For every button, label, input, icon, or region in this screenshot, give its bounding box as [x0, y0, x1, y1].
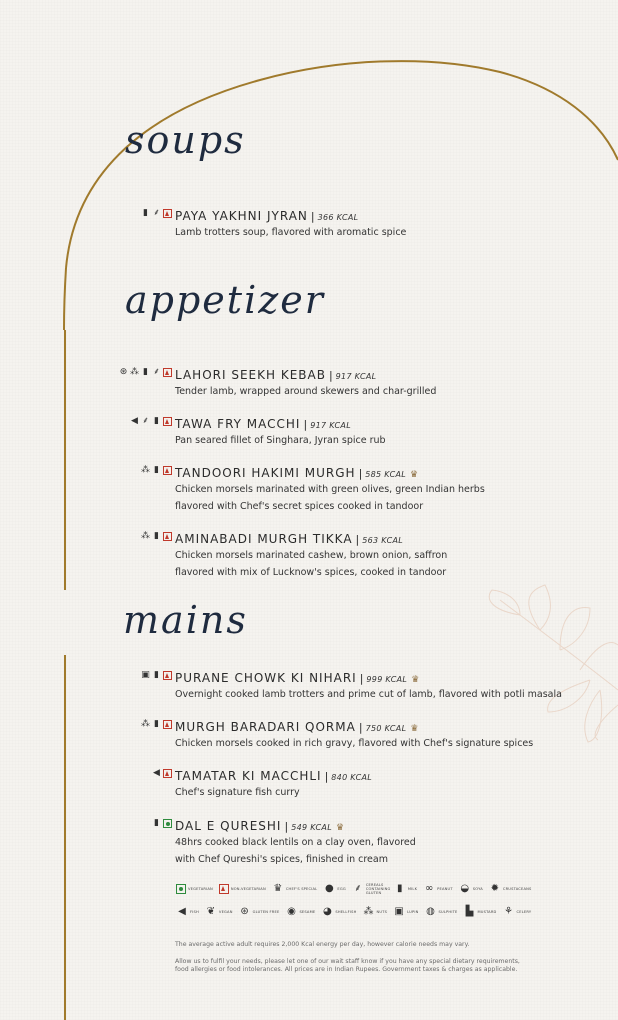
sesame-icon: ◉: [287, 906, 296, 917]
separator: |: [303, 418, 308, 431]
separator: |: [355, 533, 360, 546]
menu-item-dal-e-qureshi: [154, 817, 416, 868]
item-icons: [141, 464, 172, 477]
celery-icon: ⚘: [504, 906, 513, 917]
item-kcal: 917 KCAL: [310, 421, 351, 430]
item-kcal: 750 KCAL: [365, 724, 407, 733]
item-description-line-2: flavored with mix of Lucknow's spices, cooked in tandoor: [175, 567, 447, 578]
wheat-icon: ⸙: [142, 416, 149, 426]
legend-soya: ◒ SOYA: [460, 883, 483, 894]
separator: |: [310, 210, 315, 223]
item-kcal: 840 KCAL: [331, 773, 373, 782]
legend-crustaceans: ✹ CRUSTACEANS: [490, 883, 532, 894]
non-veg-icon: [163, 368, 172, 377]
nuts-icon: ⁂: [141, 531, 150, 541]
menu-item-paya-yakhni-jyran: [143, 207, 407, 241]
fish-icon: ◀: [178, 906, 186, 917]
menu-item-purane-chowk-ki-nihari: [141, 669, 562, 703]
milk-icon: ▮: [154, 531, 159, 541]
item-icons: [152, 817, 172, 830]
separator: |: [359, 672, 364, 685]
veg-icon: [163, 819, 172, 828]
lupin-icon: ▣: [394, 906, 404, 917]
peanut-icon: ∞: [424, 883, 434, 894]
fish-icon: ◀: [131, 416, 138, 426]
lupin-icon: ▣: [141, 670, 150, 680]
item-description: Chicken morsels marinated cashew, brown onion, saffron: [175, 550, 448, 561]
menu-item-tandoori-hakimi-murgh: [141, 464, 485, 515]
legend-celery: ⚘ CELERY: [504, 906, 532, 917]
separator: |: [284, 820, 289, 833]
non-veg-icon: [163, 466, 172, 475]
item-icons: [141, 669, 172, 682]
separator: |: [328, 369, 333, 382]
legend-shellfish: ◕ SHELLFISH: [323, 906, 357, 917]
section-title-appetizer: appetizer: [125, 278, 325, 322]
item-name: TAMATAR KI MACCHLI: [175, 769, 322, 783]
item-name: PAYA YAKHNI JYRAN: [175, 209, 308, 223]
non-veg-icon: [163, 671, 172, 680]
legend-nuts: ⁂ NUTS: [363, 906, 388, 917]
veg-icon: [176, 884, 186, 894]
separator: |: [324, 770, 329, 783]
nuts-icon: ⁂: [363, 906, 374, 917]
non-veg-icon: [163, 769, 172, 778]
legend-row-1: [176, 883, 576, 895]
soya-icon: ◒: [460, 883, 470, 894]
item-description: Pan seared fillet of Singhara, Jyran spice rub: [175, 435, 386, 446]
chef-hat-icon: ♛: [335, 823, 345, 833]
non-veg-icon: [163, 417, 172, 426]
menu-item-tawa-fry-macchi: [131, 415, 386, 449]
legend-milk: ▮ MILK: [394, 883, 417, 895]
item-icons: [130, 415, 172, 428]
item-description: Tender lamb, wrapped around skewers and char-grilled: [175, 386, 437, 397]
milk-icon: ▮: [397, 883, 403, 894]
nuts-icon: ⁂: [141, 719, 150, 729]
wheat-icon: ⸙: [153, 208, 160, 218]
vegan-icon: ❦: [206, 906, 216, 917]
legend-sulphite: ◍ SULPHITE: [426, 906, 458, 917]
item-name: TAWA FRY MACCHI: [175, 417, 301, 431]
chef-hat-icon: ♛: [410, 724, 419, 734]
non-veg-icon: [219, 884, 229, 894]
item-description: Chef's signature fish curry: [175, 787, 300, 798]
item-kcal: 585 KCAL: [365, 470, 407, 479]
item-icons: [119, 366, 172, 379]
item-kcal: 917 KCAL: [335, 372, 377, 381]
menu-item-tamatar-ki-macchli: [153, 767, 373, 801]
allergy-note-line-2: food allergies or food intolerances. All prices are in Indian Rupees. Government taxes & charges as applicable.: [175, 966, 518, 973]
item-icons: [141, 530, 172, 543]
fish-icon: ◀: [153, 768, 160, 778]
item-name: MURGH BARADARI QORMA: [175, 720, 356, 734]
item-kcal: 549 KCAL: [291, 823, 332, 832]
item-description-line-2: flavored with Chef's secret spices cooked in tandoor: [175, 501, 424, 512]
separator: |: [358, 467, 363, 480]
item-description: Chicken morsels marinated with green olives, green Indian herbs: [175, 484, 485, 495]
milk-icon: ▮: [154, 670, 159, 680]
wheat-icon: ⸙: [354, 883, 362, 894]
legend-egg: ● EGG: [324, 883, 346, 894]
item-kcal: 563 KCAL: [362, 536, 404, 545]
milk-icon: ▮: [154, 818, 159, 828]
energy-note: The average active adult requires 2,000 Kcal energy per day, however calorie needs may vary.: [175, 941, 470, 948]
milk-icon: ▮: [143, 208, 148, 218]
section-title-soups: soups: [125, 118, 246, 162]
item-description: Chicken morsels cooked in rich gravy, flavored with Chef's signature spices: [175, 738, 534, 749]
item-description: Overnight cooked lamb trotters and prime cut of lamb, flavored with potli masala: [175, 689, 562, 700]
item-icons: [141, 207, 172, 220]
menu-item-lahori-seekh-kebab: [119, 366, 437, 400]
nuts-icon: ⁂: [130, 367, 139, 377]
crab-icon: ✹: [490, 883, 500, 894]
menu-item-murgh-baradari-qorma: [141, 718, 534, 752]
item-description-line-2: with Chef Qureshi's spices, finished in cream: [175, 854, 388, 865]
wheat-icon: ⸙: [153, 367, 160, 377]
non-veg-icon: [163, 720, 172, 729]
legend-sesame: ◉ SESAME: [287, 906, 316, 917]
item-name: AMINABADI MURGH TIKKA: [175, 532, 353, 546]
chef-hat-icon: ♛: [273, 883, 283, 894]
sulphite-icon: ◍: [426, 906, 435, 917]
legend-peanut: ∞ PEANUT: [424, 883, 453, 894]
nuts-icon: ⁂: [141, 465, 150, 475]
menu-item-aminabadi-murgh-tikka: [141, 530, 448, 581]
item-kcal: 366 KCAL: [317, 213, 359, 222]
mustard-icon: ▙: [465, 906, 474, 917]
non-veg-icon: [163, 532, 172, 541]
legend-chefs-special: ♛ CHEF'S SPECIAL: [273, 883, 318, 894]
allergy-note-line-1: Allow us to fulfil your needs, please let one of our wait staff know if you have any special dietary requirements,: [175, 958, 520, 965]
gluten-free-icon: ⊛: [240, 906, 249, 917]
legend-vegetarian: VEGETARIAN: [176, 884, 213, 894]
milk-icon: ▮: [154, 719, 159, 729]
legend-non-vegetarian: NON-VEGETARIAN: [219, 884, 266, 894]
item-icons: [141, 718, 172, 731]
separator: |: [358, 721, 363, 734]
section-title-mains: mains: [123, 598, 248, 642]
item-description: 48hrs cooked black lentils on a clay oven, flavored: [175, 837, 416, 848]
chef-hat-icon: ♛: [411, 675, 420, 685]
legend-mustard: ▙ MUSTARD: [463, 906, 496, 918]
egg-icon: ●: [324, 883, 334, 894]
shellfish-icon: ◕: [323, 906, 332, 917]
item-name: LAHORI SEEKH KEBAB: [175, 368, 326, 382]
item-name: PURANE CHOWK KI NIHARI: [175, 671, 357, 685]
non-veg-icon: [163, 209, 172, 218]
legend-gluten-free: ⊛ GLUTEN FREE: [240, 906, 280, 917]
milk-icon: ▮: [154, 465, 159, 475]
gluten-free-icon: ⊛: [119, 367, 128, 377]
legend-cereals: ⸙ CEREALS CONTAINING GLUTEN: [352, 883, 388, 895]
item-description: Lamb trotters soup, flavored with aromatic spice: [175, 227, 407, 238]
item-name: DAL E QURESHI: [175, 819, 282, 833]
legend-vegan: ❦ VEGAN: [206, 906, 233, 917]
milk-icon: ▮: [143, 367, 148, 377]
item-kcal: 999 KCAL: [366, 675, 408, 684]
legend-fish: ◀ FISH: [176, 906, 199, 918]
milk-icon: ▮: [154, 416, 159, 426]
item-name: TANDOORI HAKIMI MURGH: [175, 466, 356, 480]
legend-row-2: [176, 906, 576, 918]
legend-lupin: ▣ LUPIN: [394, 906, 419, 917]
item-icons: [152, 767, 172, 780]
chef-hat-icon: ♛: [410, 470, 419, 480]
